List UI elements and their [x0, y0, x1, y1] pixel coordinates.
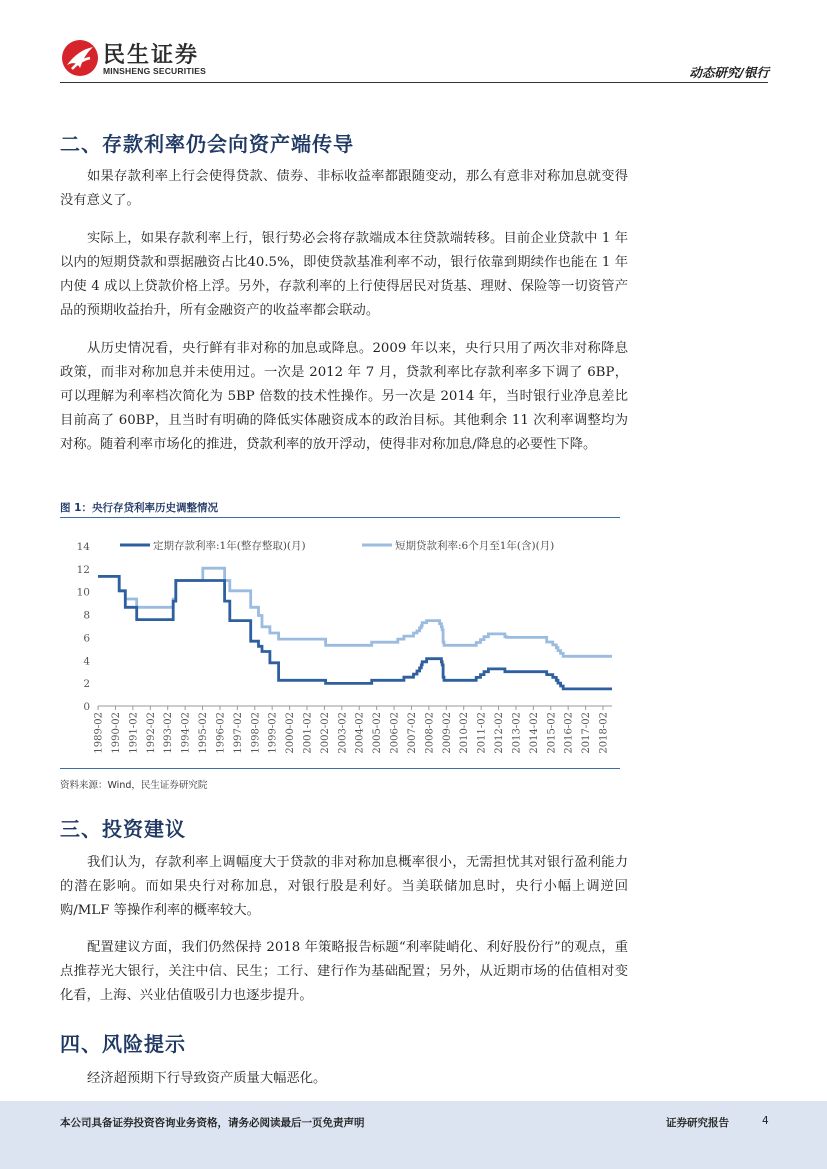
y-tick-label: 6 — [83, 632, 90, 645]
logo-chinese-name: 民生证券 — [103, 43, 200, 68]
chart-x-axis — [94, 706, 610, 754]
paragraph: 配置建议方面，我们仍然保持 2018 年策略报告标题“利率陡峭化、利好股份行”的观点，重点推荐光大银行，关注中信、民生；工行、建行作为基础配置；另外，从近期市场的估值相对变化看，上海、兴业估值吸引力也逐步提升。 — [60, 940, 628, 1003]
x-tick-label: 2013-02 — [511, 712, 523, 754]
x-tick-label: 1995-02 — [198, 712, 210, 754]
x-tick-label: 2000-02 — [285, 712, 297, 754]
paragraph: 实际上，如果存款利率上行，银行势必会将存款端成本往贷款端转移。目前企业贷款中 1 年以内的短期贷款和票据融资占比40.5%，即使贷款基准利率不动，银行依靠到期续作也能在 1 年内使 4 成以上贷款价格上浮。另外，存款利率的上行使得居民对货基、理财、保险等一切资管产品的预期收益抬升，所有金融资产的收益率都会联动。 — [60, 231, 628, 318]
x-tick-label: 2010-02 — [459, 712, 471, 754]
legend-label-deposit: 定期存款利率:1年(整存整取)(月) — [153, 540, 306, 552]
x-tick-label: 2008-02 — [424, 712, 436, 754]
y-tick-label: 10 — [76, 586, 90, 599]
chart-series-layer — [98, 568, 612, 689]
x-tick-label: 1997-02 — [232, 712, 244, 754]
x-tick-label: 2003-02 — [337, 712, 349, 754]
logo-english-name: MINSHENG SECURITIES — [103, 66, 206, 76]
x-tick-label: 2016-02 — [563, 712, 575, 754]
rate-history-chart — [60, 520, 620, 766]
x-tick-label: 2001-02 — [302, 712, 314, 754]
legend-label-loan: 短期贷款利率:6个月至1年(含)(月) — [395, 540, 555, 552]
x-tick-label: 2009-02 — [441, 712, 453, 754]
y-tick-label: 12 — [76, 563, 90, 576]
x-tick-label: 1990-02 — [110, 712, 122, 754]
x-tick-label: 1993-02 — [163, 712, 175, 754]
x-tick-label: 2002-02 — [319, 712, 331, 754]
y-tick-label: 0 — [83, 701, 90, 713]
page-number: 4 — [762, 1115, 769, 1127]
x-tick-label: 2017-02 — [581, 712, 593, 754]
y-tick-label: 14 — [76, 541, 90, 553]
paragraph: 从历史情况看，央行鲜有非对称的加息或降息。2009 年以来，央行只用了两次非对称降息政策，而非对称加息并未使用过。一次是 2012 年 7 月，贷款利率比存款利率多下调了 6BP，可以理解为利率档次简化为 5BP 倍数的技术性操作。另一次是 2014 年，当时银行业净息差比目前高了 60BP，且当时有明确的降低实体融资成本的政治目标。其他剩余 11 次利率调整均为对称。随着利率市场化的推进，贷款利率的放开浮动，使得非对称加息/降息的必要性下降。 — [60, 341, 628, 452]
section-title-risk-warning: 四、风险提示 — [60, 1032, 186, 1056]
y-tick-label: 4 — [83, 655, 90, 668]
header-divider — [60, 82, 768, 83]
footer-bar — [0, 1101, 827, 1169]
chart-legend — [120, 539, 554, 552]
x-tick-label: 2014-02 — [528, 712, 540, 754]
x-tick-label: 2015-02 — [546, 712, 558, 754]
figure-title: 图 1：央行存贷利率历史调整情况 — [60, 502, 218, 514]
figure-source: 资料来源：Wind，民生证券研究院 — [60, 780, 208, 791]
x-tick-label: 1992-02 — [145, 712, 157, 754]
chart-y-axis — [77, 541, 612, 713]
x-tick-label: 2007-02 — [406, 712, 418, 754]
y-tick-label: 8 — [83, 609, 90, 622]
x-tick-label: 1999-02 — [267, 712, 279, 754]
x-tick-label: 2011-02 — [476, 712, 488, 754]
x-tick-label: 2005-02 — [372, 712, 384, 754]
x-tick-label: 2006-02 — [389, 712, 401, 754]
x-tick-label: 2004-02 — [354, 712, 366, 754]
company-logo-icon — [60, 38, 100, 78]
x-tick-label: 1989-02 — [93, 712, 105, 754]
x-tick-label: 1996-02 — [215, 712, 227, 754]
x-tick-label: 1994-02 — [180, 712, 192, 754]
y-tick-label: 2 — [83, 678, 90, 691]
footer-report-type: 证券研究报告 — [666, 1117, 729, 1129]
footer-disclaimer: 本公司具备证券投资咨询业务资格，请务必阅读最后一页免责声明 — [60, 1117, 365, 1129]
section-title-deposit-rate: 二、存款利率仍会向资产端传导 — [60, 132, 354, 156]
x-tick-label: 2012-02 — [494, 712, 506, 754]
paragraph: 经济超预期下行导致资产质量大幅恶化。 — [87, 1071, 327, 1086]
paragraph: 如果存款利率上行会使得贷款、债券、非标收益率都跟随变动，那么有意非对称加息就变得没有意义了。 — [60, 169, 628, 208]
paragraph: 我们认为，存款利率上调幅度大于贷款的非对称加息概率很小，无需担忧其对银行盈利能力的潜在影响。而如果央行对称加息，对银行股是利好。当美联储加息时，央行小幅上调逆回购/MLF 等操作利率的概率较大。 — [60, 855, 628, 918]
x-tick-label: 1998-02 — [250, 712, 262, 754]
figure-bottom-rule — [60, 768, 620, 769]
report-category: 动态研究/银行 — [689, 65, 769, 80]
figure-top-rule — [60, 517, 620, 518]
x-tick-label: 2018-02 — [598, 712, 610, 754]
series-line-deposit-rate — [98, 576, 612, 689]
section-title-investment-advice: 三、投资建议 — [60, 817, 186, 841]
x-tick-label: 1991-02 — [128, 712, 140, 754]
